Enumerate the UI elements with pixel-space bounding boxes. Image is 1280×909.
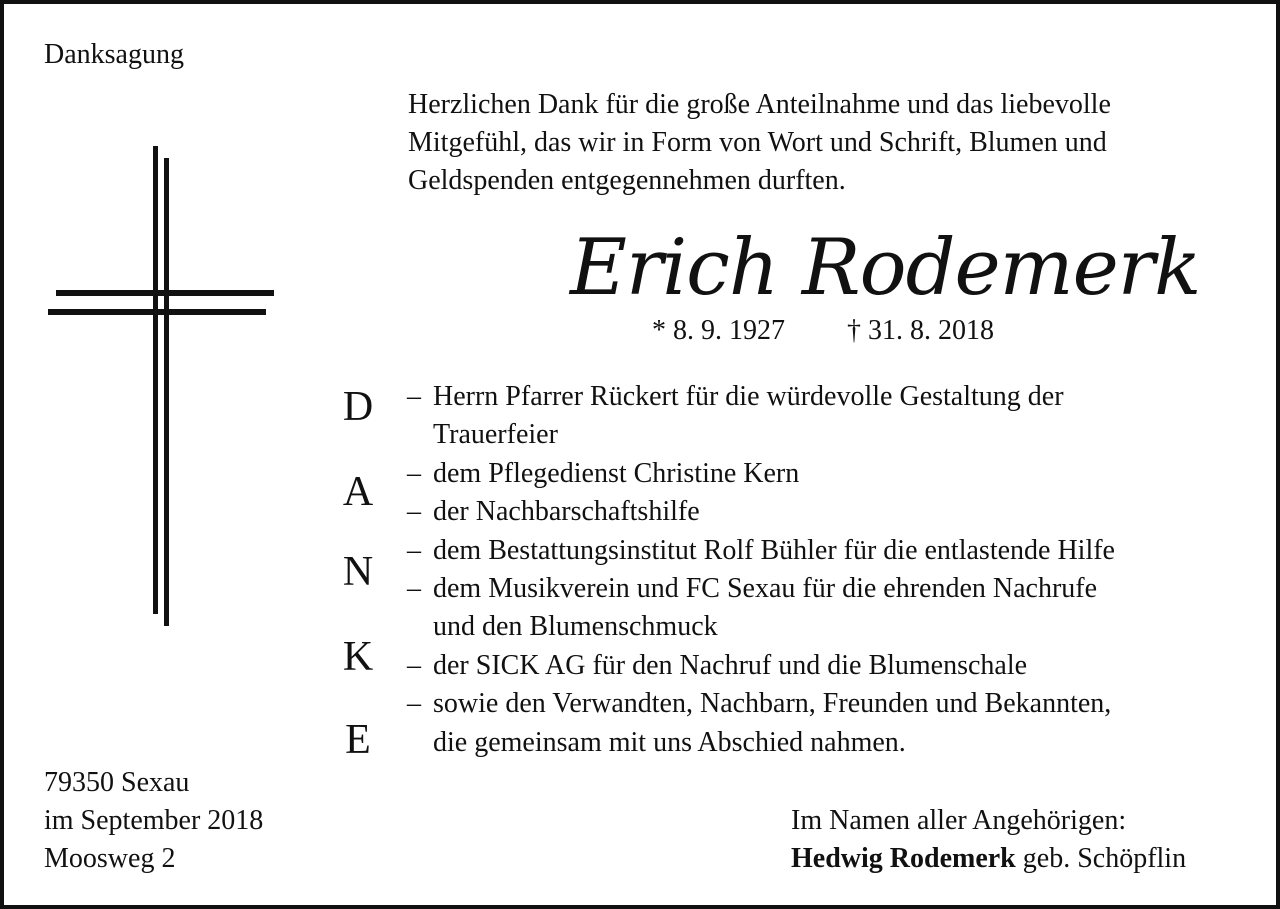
list-item-text: der SICK AG für den Nachruf und die Blumenschale	[433, 649, 1028, 681]
list-item	[407, 570, 1115, 608]
signature-block	[791, 802, 1186, 878]
address-city: 79350 Sexau	[44, 767, 190, 798]
list-item-text: dem Pflegedienst Christine Kern	[433, 457, 800, 489]
address-street: Moosweg 2	[44, 843, 176, 874]
list-item	[407, 685, 1115, 723]
list-dash	[407, 724, 433, 762]
list-item	[407, 608, 1115, 646]
intro-line: Herzlichen Dank für die große Anteilnahme und das liebevolle	[408, 89, 1111, 120]
list-dash: –	[407, 572, 421, 604]
list-item-text: sowie den Verwandten, Nachbarn, Freunden und Bekannten,	[433, 688, 1112, 720]
list-item	[407, 532, 1115, 570]
danke-letter: A	[342, 469, 374, 515]
danke-letter: K	[342, 634, 374, 680]
list-dash: –	[407, 649, 421, 681]
list-item-text: und den Blumenschmuck	[433, 611, 718, 643]
list-item-text: Trauerfeier	[433, 419, 558, 451]
list-dash	[407, 608, 433, 646]
list-item	[407, 647, 1115, 685]
cross-vertical-line-inner	[164, 158, 169, 626]
list-item-text: Herrn Pfarrer Rückert für die würdevolle Gestaltung der	[433, 381, 1064, 412]
list-dash: –	[407, 457, 421, 489]
notice-heading: Danksagung	[44, 39, 184, 70]
cross-horizontal-line-upper	[56, 290, 274, 296]
intro-line: Mitgefühl, das wir in Form von Wort und Schrift, Blumen und	[408, 127, 1107, 158]
danke-letter: E	[345, 717, 371, 763]
signature-intro: Im Namen aller Angehörigen:	[791, 805, 1127, 836]
intro-paragraph	[408, 86, 1111, 200]
list-item-text: die gemeinsam mit uns Abschied nahmen.	[433, 726, 906, 758]
signature-suffix: geb. Schöpflin	[1015, 843, 1187, 874]
signature-name: Hedwig Rodemerk	[791, 843, 1016, 874]
address-block	[44, 764, 263, 878]
intro-line: Geldspenden entgegennehmen durften.	[408, 165, 846, 196]
list-item	[407, 416, 1115, 454]
deceased-name: Erich Rodemerk	[570, 223, 1201, 313]
list-item-text: dem Musikverein und FC Sexau für die ehrenden Nachrufe	[433, 572, 1098, 604]
list-dash	[407, 416, 433, 454]
list-item	[407, 724, 1115, 762]
list-item	[407, 378, 1115, 416]
thanks-list	[407, 378, 1115, 762]
danke-letter: D	[342, 384, 374, 430]
cross-vertical-line-outer	[153, 146, 158, 614]
list-dash: –	[407, 381, 421, 412]
signature-line	[791, 840, 1186, 878]
birth-date: * 8. 9. 1927	[652, 315, 785, 346]
cross-horizontal-line-lower	[48, 309, 266, 315]
address-date: im September 2018	[44, 805, 264, 836]
list-dash: –	[407, 688, 421, 720]
list-item-text: dem Bestattungsinstitut Rolf Bühler für die entlastende Hilfe	[433, 534, 1115, 566]
list-item	[407, 493, 1115, 531]
list-dash: –	[407, 496, 421, 528]
list-dash: –	[407, 534, 421, 566]
list-item	[407, 455, 1115, 493]
danke-letter: N	[342, 549, 374, 595]
death-date: † 31. 8. 2018	[847, 315, 994, 346]
list-item-text: der Nachbarschaftshilfe	[433, 496, 700, 528]
